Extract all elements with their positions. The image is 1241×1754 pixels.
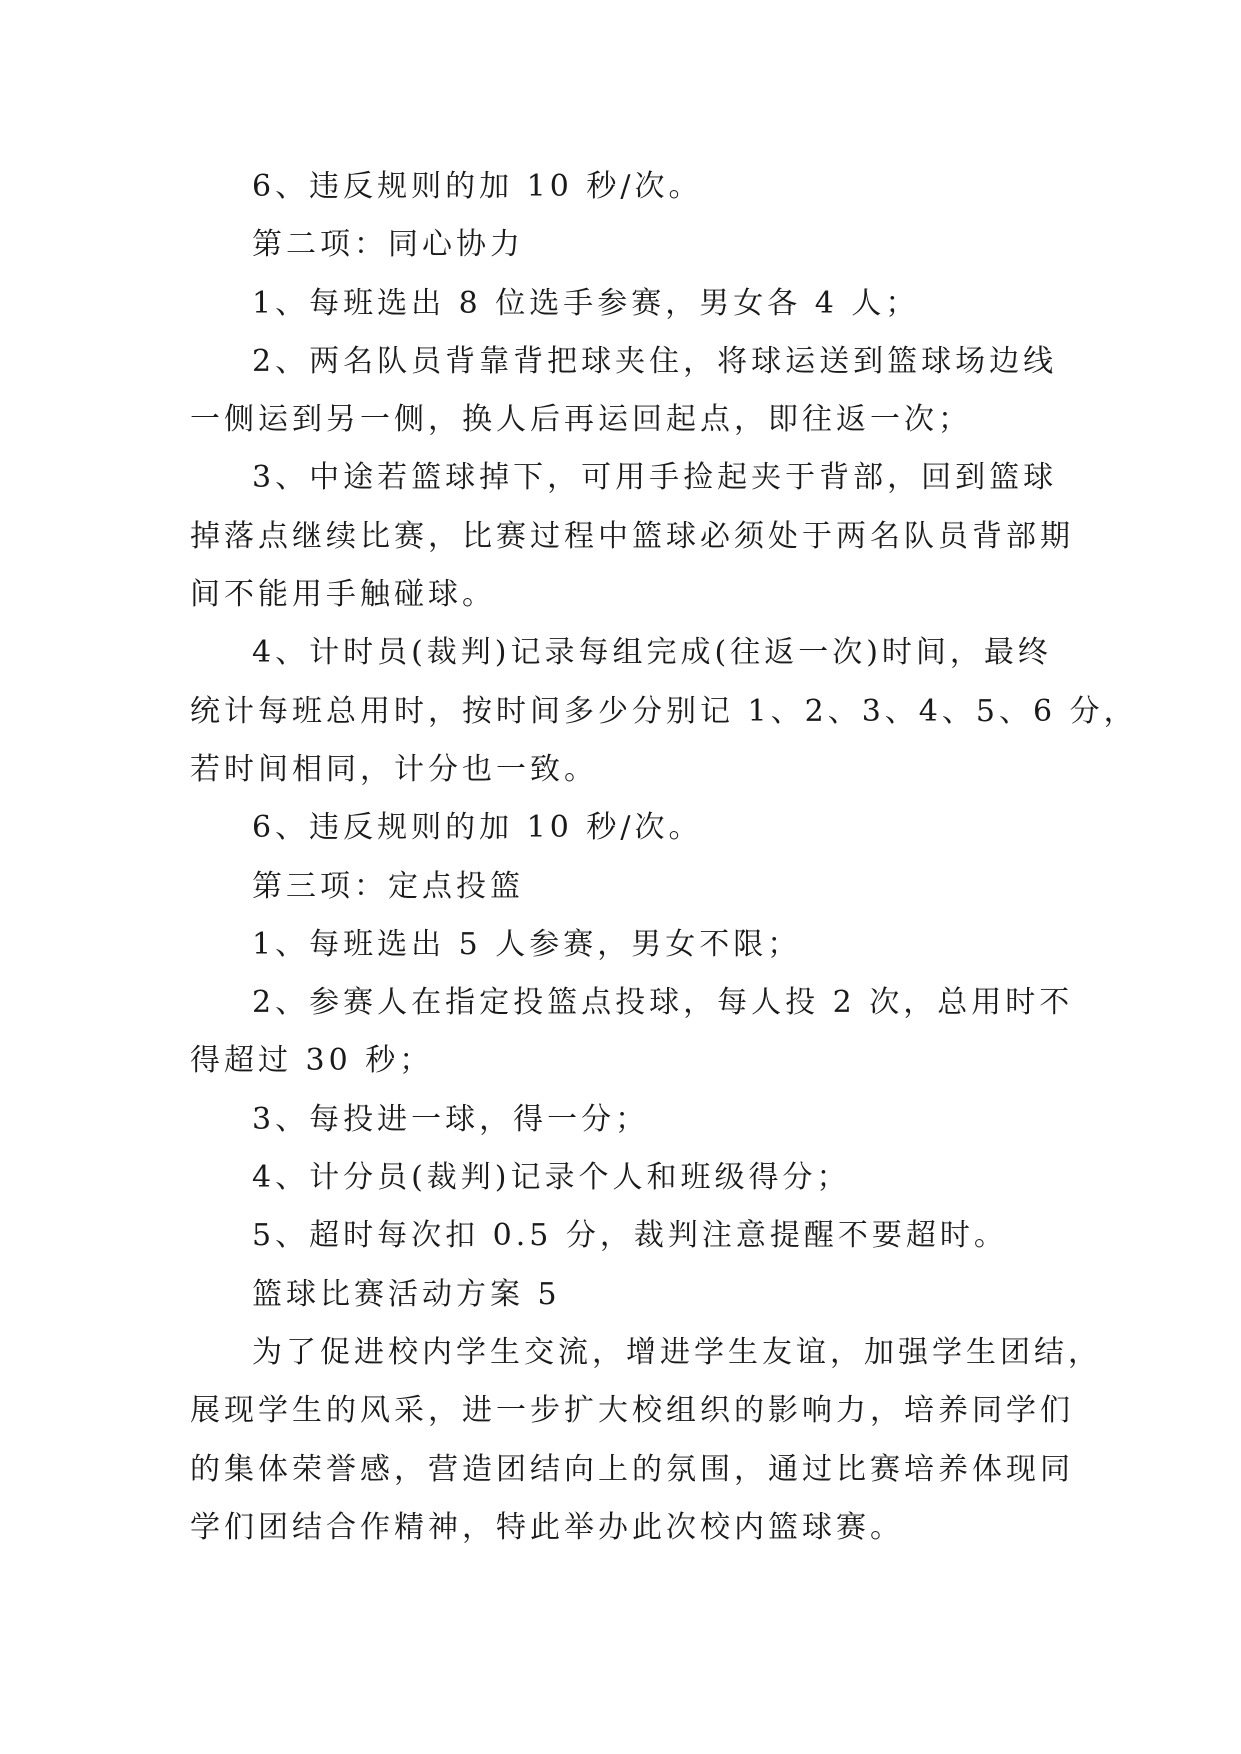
paragraph-line: 4、计时员(裁判)记录每组完成(往返一次)时间，最终 xyxy=(252,635,1052,671)
paragraph-line: 学们团结合作精神，特此举办此次校内篮球赛。 xyxy=(190,1509,904,1545)
paragraph-line: 得超过 30 秒； xyxy=(190,1043,434,1079)
paragraph-line: 为了促进校内学生交流，增进学生友谊，加强学生团结， xyxy=(252,1334,1102,1370)
paragraph-line: 展现学生的风采，进一步扩大校组织的影响力，培养同学们 xyxy=(190,1393,1074,1429)
paragraph-line: 1、每班选出 5 人参赛，男女不限； xyxy=(252,926,802,962)
section-heading-3: 第三项：定点投篮 xyxy=(252,868,524,904)
paragraph-line: 4、计分员(裁判)记录个人和班级得分； xyxy=(252,1160,851,1196)
paragraph-line: 2、参赛人在指定投篮点投球，每人投 2 次，总用时不 xyxy=(252,985,1074,1021)
paragraph-line: 6、违反规则的加 10 秒/次。 xyxy=(252,169,703,204)
section-heading-2: 第二项：同心协力 xyxy=(252,227,524,263)
paragraph-line: 6、违反规则的加 10 秒/次。 xyxy=(252,810,703,846)
paragraph-line: 统计每班总用时，按时间多少分别记 1、2、3、4、5、6 分， xyxy=(190,693,1138,729)
paragraph-line: 若时间相同，计分也一致。 xyxy=(190,751,598,787)
paragraph-line: 5、超时每次扣 0.5 分，裁判注意提醒不要超时。 xyxy=(252,1218,1008,1254)
paragraph-line: 1、每班选出 8 位选手参赛，男女各 4 人； xyxy=(252,285,920,321)
plan-title: 篮球比赛活动方案 5 xyxy=(252,1276,561,1312)
paragraph-line: 一侧运到另一侧，换人后再运回起点，即往返一次； xyxy=(190,402,972,438)
paragraph-line: 的集体荣誉感，营造团结向上的氛围，通过比赛培养体现同 xyxy=(190,1451,1074,1487)
paragraph-line: 2、两名队员背靠背把球夹住，将球运送到篮球场边线 xyxy=(252,343,1058,379)
paragraph-line: 3、中途若篮球掉下，可用手捡起夹于背部，回到篮球 xyxy=(252,460,1058,496)
document-body xyxy=(190,158,1138,1557)
paragraph-line: 间不能用手触碰球。 xyxy=(190,577,496,613)
paragraph-line: 3、每投进一球，得一分； xyxy=(252,1101,650,1137)
paragraph-line: 掉落点继续比赛，比赛过程中篮球必须处于两名队员背部期 xyxy=(190,518,1074,554)
